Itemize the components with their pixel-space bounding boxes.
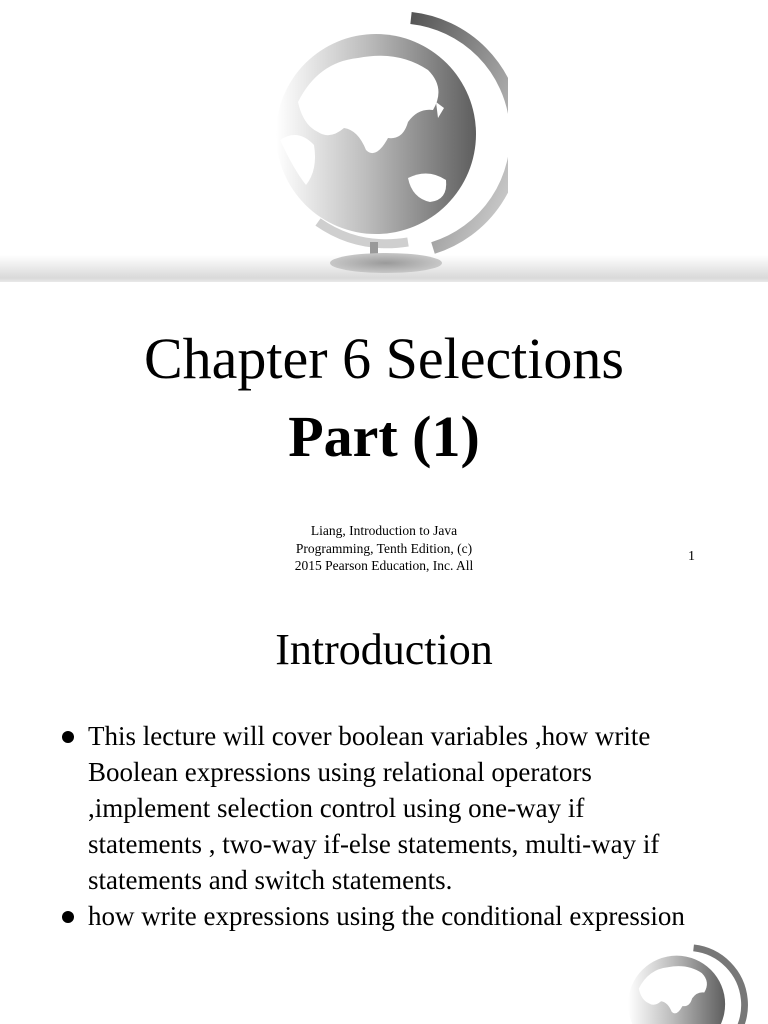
list-item-text: how write expressions using the conditional expression bbox=[88, 901, 685, 931]
slide-subtitle: Part (1) bbox=[288, 404, 480, 469]
corner-globe-image bbox=[592, 944, 768, 1024]
list-item bbox=[60, 718, 700, 898]
globe-icon bbox=[592, 944, 768, 1024]
page-number: 1 bbox=[688, 549, 695, 564]
bullet-list bbox=[60, 718, 700, 934]
footer-line: 2015 Pearson Education, Inc. All bbox=[294, 558, 474, 573]
section-heading: Introduction bbox=[275, 625, 493, 674]
bullet-icon bbox=[62, 911, 74, 923]
slide-title: Chapter 6 Selections bbox=[143, 326, 624, 391]
footer-line: Programming, Tenth Edition, (c) bbox=[295, 540, 473, 556]
slide-header-image bbox=[0, 0, 768, 282]
globe-icon bbox=[258, 10, 508, 278]
list-item bbox=[60, 898, 700, 934]
bullet-icon bbox=[62, 731, 74, 743]
slide-footer bbox=[270, 522, 498, 575]
list-item-text: This lecture will cover boolean variables ,how write Boolean expressions using relational operators ,implement selection control using one-way if statements , two-way if-else statements, multi-way if statements and switch statements. bbox=[88, 721, 660, 895]
footer-line: Liang, Introduction to Java bbox=[310, 523, 458, 538]
